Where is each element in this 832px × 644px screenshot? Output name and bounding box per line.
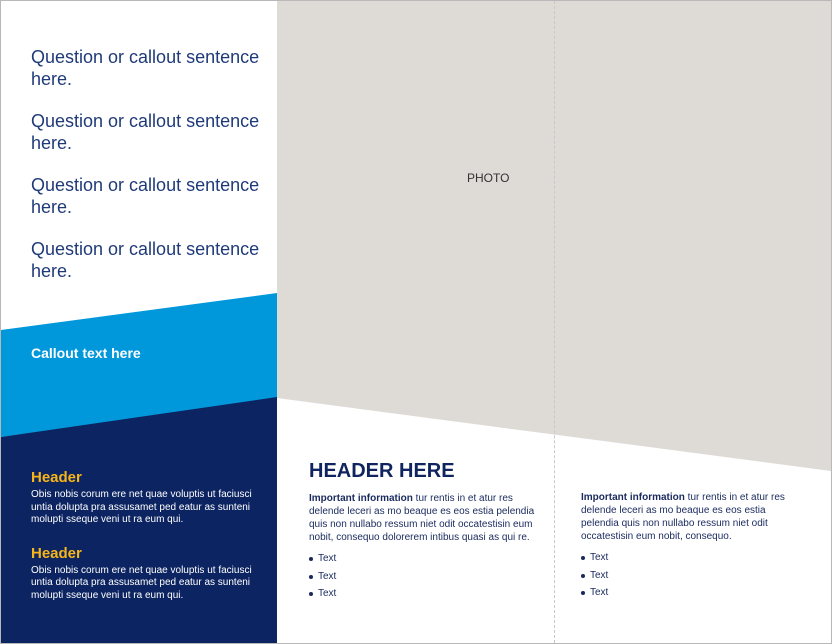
navy-section-1 — [31, 469, 256, 527]
bullet-icon — [309, 592, 313, 596]
bullet-icon — [581, 556, 585, 560]
bullet-text: Text — [590, 552, 609, 563]
important-info — [309, 492, 539, 544]
bullet-item — [309, 568, 539, 586]
bullet-item — [309, 550, 539, 568]
section-body: Obis nobis corum ere net quae voluptis ut faciusci untia dolupta pra assusamet ped eatur as sunteni molupti sseque veni ut ra eum qui. — [31, 489, 252, 525]
bullet-icon — [581, 591, 585, 595]
bullet-icon — [581, 574, 585, 578]
important-info — [581, 491, 796, 543]
bullet-item — [581, 584, 796, 602]
content-column-2 — [581, 491, 796, 602]
bullet-text: Text — [318, 553, 337, 564]
fold-line — [554, 1, 555, 643]
bullet-text: Text — [318, 588, 337, 599]
bullet-list — [581, 549, 796, 602]
important-info-label: Important information — [581, 492, 685, 503]
important-info-text: tur rentis in et atur res delende leceri as mo beaque es eos estia pelendia quis non nullabo ressum niet odit occatestisin eum nobit, consequo dolorerem intibus quasi as qui re. — [309, 493, 535, 543]
question-2: Question or callout sentence here. — [31, 111, 260, 153]
important-info-text: tur rentis in et atur res delende leceri as mo beaque es eos estia pelendia quis non nullabo ressum niet odit occatestisin eum nobit, consequo. — [581, 492, 785, 542]
photo-label: PHOTO — [467, 171, 510, 185]
section-body: Obis nobis corum ere net quae voluptis ut faciusci untia dolupta pra assusamet ped eatur as sunteni molupti sseque veni ut ra eum qui. — [31, 564, 252, 601]
navy-section-2 — [31, 545, 256, 603]
important-info-label: Important information — [309, 493, 413, 504]
bullet-item — [581, 567, 796, 585]
question-3: Question or callout sentence here. — [31, 175, 260, 217]
bullet-text: Text — [318, 570, 337, 582]
bullet-icon — [309, 575, 313, 579]
section-header: Header — [31, 544, 82, 562]
section-header: Header — [31, 469, 82, 486]
bullet-icon — [309, 557, 313, 561]
bullet-list — [309, 550, 539, 603]
callout-text: Callout text here — [31, 345, 141, 361]
main-header: HEADER HERE — [309, 460, 455, 482]
bullet-item — [309, 585, 539, 603]
content-column-1 — [309, 459, 539, 603]
bullet-text: Text — [590, 569, 609, 581]
left-panel — [1, 1, 277, 643]
bullet-text: Text — [590, 587, 609, 598]
question-4: Question or callout sentence here. — [31, 239, 260, 281]
question-1: Question or callout sentence here. — [31, 47, 260, 89]
navy-content — [31, 469, 256, 620]
right-area — [277, 1, 831, 643]
bullet-item — [581, 549, 796, 567]
